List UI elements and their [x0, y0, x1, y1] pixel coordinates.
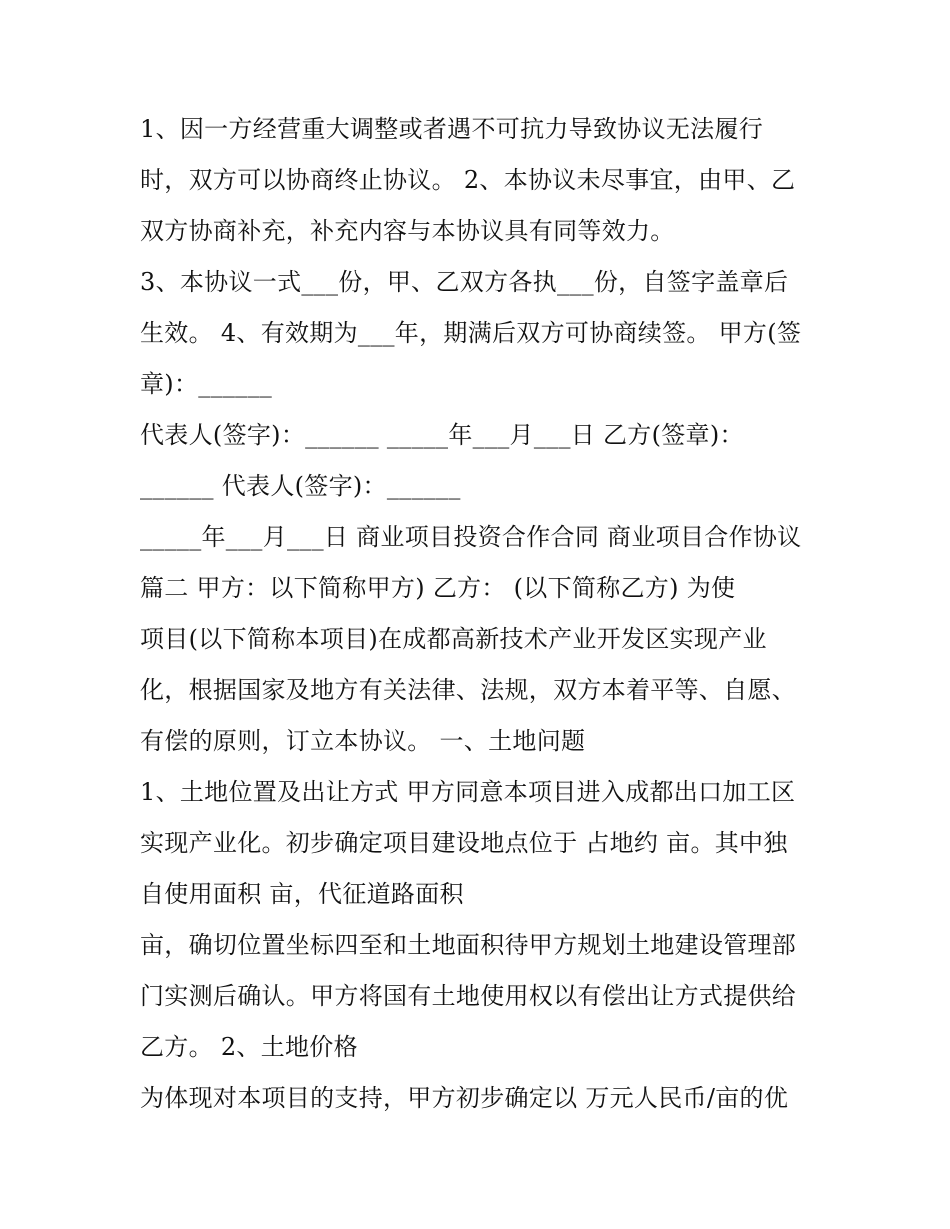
text-line-10: 篇二 甲方：以下简称甲方) 乙方： (以下简称乙方) 为使 [140, 574, 736, 602]
text-line-15: 实现产业化。初步确定项目建设地点位于 占地约 亩。其中独 [140, 829, 788, 857]
text-line-14: 1、土地位置及出让方式 甲方同意本项目进入成都出口加工区 [140, 778, 796, 806]
text-line-4: 3、本协议一式___份，甲、乙双方各执___份，自签字盖章后 [140, 268, 789, 296]
text-line-11: 项目(以下简称本项目)在成都高新技术产业开发区实现产业 [140, 625, 767, 653]
text-line-2: 时，双方可以协商终止协议。 2、本协议未尽事宜，由甲、乙 [140, 166, 796, 194]
text-line-8: ______ 代表人(签字)：______ [140, 472, 461, 500]
text-line-20: 为体现对本项目的支持，甲方初步确定以 万元人民币/亩的优 [140, 1084, 789, 1112]
text-line-3: 双方协商补充，补充内容与本协议具有同等效力。 [140, 217, 675, 245]
text-line-1: 1、因一方经营重大调整或者遇不可抗力导致协议无法履行 [140, 115, 764, 143]
text-line-19: 乙方。 2、土地价格 [140, 1033, 358, 1061]
document-body [140, 104, 820, 1124]
text-line-5: 生效。 4、有效期为___年，期满后双方可协商续签。 甲方(签 [140, 319, 802, 347]
text-line-13: 有偿的原则，订立本协议。 一、土地问题 [140, 727, 586, 755]
text-line-17: 亩，确切位置坐标四至和土地面积待甲方规划土地建设管理部 [140, 931, 797, 959]
text-line-7: 代表人(签字)：______ _____年___月___日 乙方(签章)： [140, 421, 744, 449]
text-line-18: 门实测后确认。甲方将国有土地使用权以有偿出让方式提供给 [140, 982, 797, 1010]
text-line-12: 化，根据国家及地方有关法律、法规，双方本着平等、自愿、 [140, 676, 797, 704]
text-line-9: _____年___月___日 商业项目投资合作合同 商业项目合作协议 [140, 523, 802, 551]
text-line-6: 章)：______ [140, 370, 273, 398]
text-line-16: 自使用面积 亩，代征道路面积 [140, 880, 464, 908]
